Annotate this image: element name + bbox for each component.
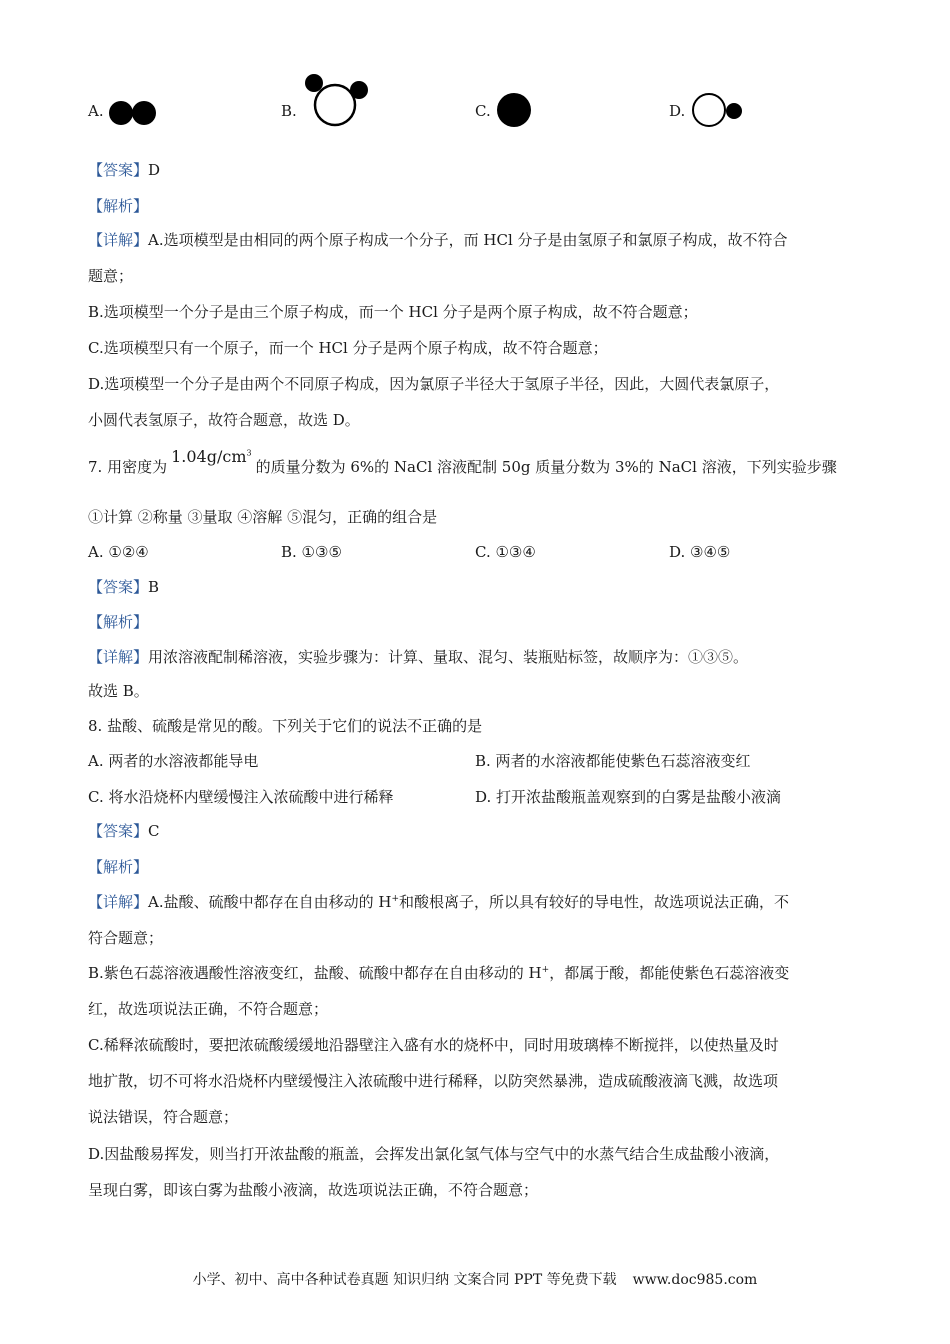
detail-text: 用浓溶液配制稀溶液，实验步骤为：计算、量取、混匀、装瓶贴标签，故顺序为：①③⑤。	[148, 648, 749, 666]
footer-url[interactable]: www.doc985.com	[632, 1272, 758, 1288]
answer-value: C	[148, 822, 160, 840]
q7-stem	[88, 447, 837, 477]
density-exponent: 3	[246, 448, 252, 458]
q8-option-a: A. 两者的水溶液都能导电	[88, 752, 259, 770]
q7-option-d: D. ③④⑤	[669, 543, 731, 561]
density-value	[171, 447, 251, 466]
detail-tag: 【详解】	[88, 893, 149, 911]
q7-option-b: B. ①③⑤	[281, 543, 342, 561]
q6-detail-line: D.选项模型一个分子是由两个不同原子构成，因为氯原子半径大于氢原子半径，因此，大圆代表氯原子，	[88, 375, 780, 393]
detail-text: ，都属于酸，都能使紫色石蕊溶液变	[549, 964, 790, 982]
footer-text: 小学、初中、高中各种试卷真题 知识归纳 文案合同 PPT 等免费下载	[192, 1272, 617, 1288]
q7-stem-line2: ①计算 ②称量 ③量取 ④溶解 ⑤混匀，正确的组合是	[88, 508, 438, 526]
q6-detail-line	[88, 230, 788, 250]
q8-detail-line	[88, 892, 789, 912]
q7-detail-line: 故选 B。	[88, 682, 149, 700]
q6-analysis-tag: 【解析】	[88, 197, 149, 215]
ion-charge: +	[541, 965, 550, 975]
q7-stem-start: 7. 用密度为	[88, 458, 168, 476]
answer-value: B	[148, 578, 160, 596]
q8-detail-line: 符合题意；	[88, 929, 164, 947]
q7-option-a: A. ①②④	[88, 543, 149, 561]
q6-detail-line: B.选项模型一个分子是由三个原子构成，而一个 HCl 分子是两个原子构成，故不符合题意；	[88, 303, 698, 321]
q6-detail-line: 题意；	[88, 267, 134, 285]
q8-detail-line: C.稀释浓硫酸时，要把浓硫酸缓缓地沿器壁注入盛有水的烧杯中，同时用玻璃棒不断搅拌，以使热量及时	[88, 1036, 779, 1054]
q6-option-b-label: B.	[281, 102, 297, 120]
answer-tag: 【答案】	[88, 161, 149, 179]
q8-detail-line	[88, 963, 789, 983]
q7-detail-line	[88, 647, 748, 667]
answer-tag: 【答案】	[88, 578, 149, 596]
q7-answer	[88, 577, 159, 597]
q8-detail-line: D.因盐酸易挥发，则当打开浓盐酸的瓶盖，会挥发出氯化氢气体与空气中的水蒸气结合生成盐酸小液滴，	[88, 1145, 780, 1163]
q7-stem-end: 的质量分数为 6%的 NaCl 溶液配制 50g 质量分数为 3%的 NaCl 溶液，下列实验步骤	[255, 458, 837, 476]
answer-tag: 【答案】	[88, 822, 149, 840]
detail-text: A.选项模型是由相同的两个原子构成一个分子，而 HCl 分子是由氢原子和氯原子构成，故不符合	[148, 231, 788, 249]
density-number: 1.04g/cm	[171, 447, 247, 466]
answer-value: D	[148, 161, 161, 179]
q8-analysis-tag: 【解析】	[88, 858, 149, 876]
q6-option-d-model	[688, 90, 746, 132]
q8-option-b: B. 两者的水溶液都能使紫色石蕊溶液变红	[475, 752, 751, 770]
detail-tag: 【详解】	[88, 231, 149, 249]
q7-option-c: C. ①③④	[475, 543, 536, 561]
q8-detail-line: 呈现白雾，即该白雾为盐酸小液滴，故选项说法正确，不符合题意；	[88, 1181, 539, 1199]
q6-option-c-model	[494, 90, 538, 132]
q8-detail-line: 地扩散，切不可将水沿烧杯内壁缓慢注入浓硫酸中进行稀释，以防突然暴沸，造成硫酸液滴飞溅，故选项	[88, 1072, 779, 1090]
detail-text: A.盐酸、硫酸中都存在自由移动的 H	[148, 893, 392, 911]
q6-option-b-model	[300, 72, 374, 130]
ion-charge: +	[391, 894, 400, 904]
detail-tag: 【详解】	[88, 648, 149, 666]
detail-text: 和酸根离子，所以具有较好的导电性，故选项说法正确，不	[399, 893, 790, 911]
q6-option-c-label: C.	[475, 102, 491, 120]
q6-detail-line: 小圆代表氢原子，故符合题意，故选 D。	[88, 411, 360, 429]
q6-answer	[88, 160, 160, 180]
q8-stem: 8. 盐酸、硫酸是常见的酸。下列关于它们的说法不正确的是	[88, 717, 483, 735]
page-footer	[0, 1270, 950, 1290]
q8-option-c: C. 将水沿烧杯内壁缓慢注入浓硫酸中进行稀释	[88, 788, 394, 806]
q8-option-d: D. 打开浓盐酸瓶盖观察到的白雾是盐酸小液滴	[475, 788, 782, 806]
q7-analysis-tag: 【解析】	[88, 613, 149, 631]
q6-option-d-label: D.	[669, 102, 686, 120]
q8-detail-line: 红，故选项说法正确，不符合题意；	[88, 1000, 329, 1018]
detail-text: B.紫色石蕊溶液遇酸性溶液变红，盐酸、硫酸中都存在自由移动的 H	[88, 964, 542, 982]
q8-answer	[88, 821, 160, 841]
q6-detail-line: C.选项模型只有一个原子，而一个 HCl 分子是两个原子构成，故不符合题意；	[88, 339, 608, 357]
q6-option-a-label: A.	[88, 102, 104, 120]
q6-option-a-model	[108, 96, 162, 130]
q8-detail-line: 说法错误，符合题意；	[88, 1108, 239, 1126]
